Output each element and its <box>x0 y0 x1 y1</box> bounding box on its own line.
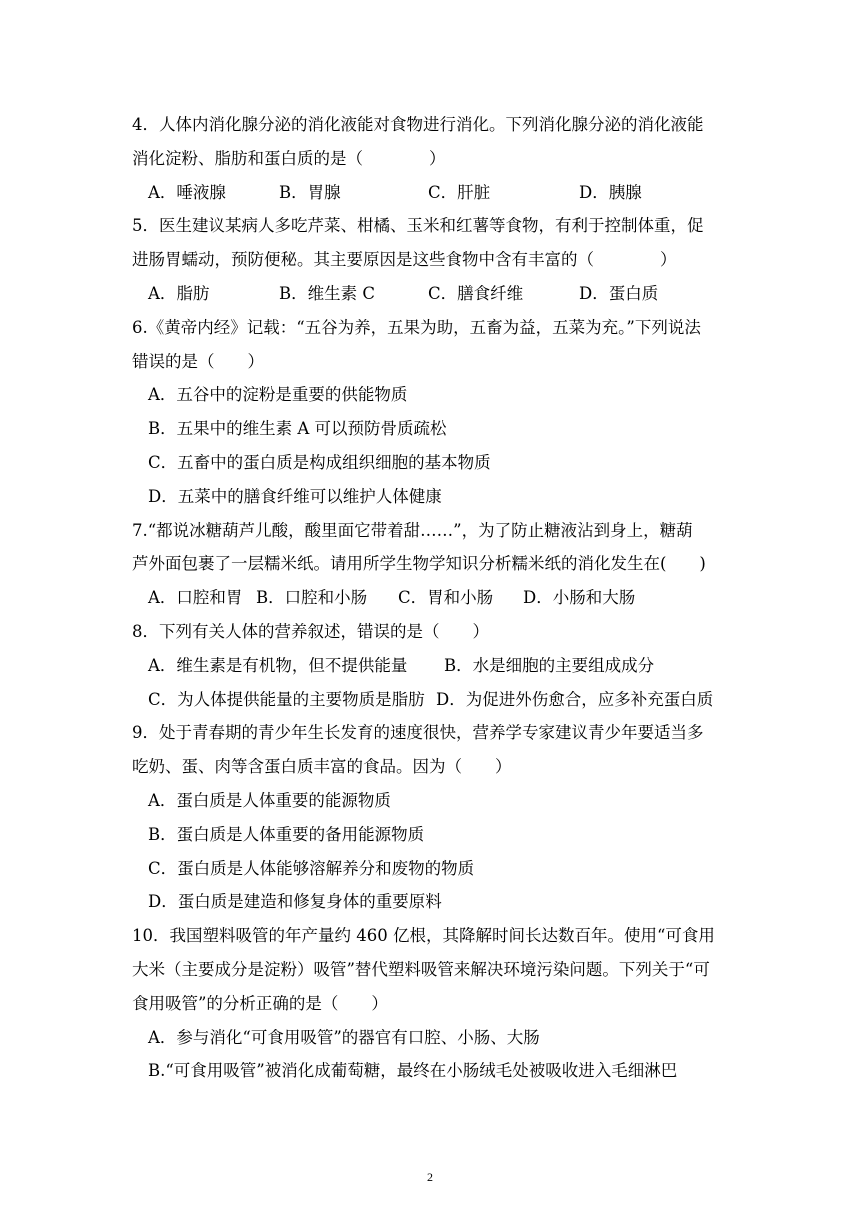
question-4-line-2: 消化淀粉、脂肪和蛋白质的是（ ） <box>132 148 446 168</box>
question-5-options <box>132 277 732 311</box>
question-7-line-2: 芦外面包裹了一层糯米纸。请用所学生物学知识分析糯米纸的消化发生在( ) <box>132 554 706 574</box>
question-9-option-d: D．蛋白质是建造和修复身体的重要原料 <box>148 892 442 912</box>
option-a: A．唾液腺 <box>148 182 226 202</box>
question-5-line-1: 5．医生建议某病人多吃芹菜、柑橘、玉米和红薯等食物，有利于控制体重，促 <box>132 216 704 236</box>
page-number: 2 <box>427 1170 433 1184</box>
question-4-options <box>132 176 732 210</box>
question-6-option-d: D．五菜中的膳食纤维可以维护人体健康 <box>148 486 442 506</box>
question-9-option-a: A．蛋白质是人体重要的能源物质 <box>148 790 391 810</box>
option-a: A．口腔和胃 <box>148 588 243 608</box>
question-6-option-a: A．五谷中的淀粉是重要的供能物质 <box>148 385 408 405</box>
question-6-line-2: 错误的是（ ） <box>132 351 264 371</box>
option-c: C．膳食纤维 <box>428 283 524 303</box>
question-8-options-row-2 <box>132 683 732 717</box>
question-9-option-b: B．蛋白质是人体重要的备用能源物质 <box>148 824 425 844</box>
question-6-line-1: 6.《黄帝内经》记载：“五谷为养，五果为助，五畜为益，五菜为充。”下列说法 <box>132 317 701 337</box>
option-b: B．胃腺 <box>279 182 341 202</box>
option-d: D．蛋白质 <box>579 283 659 303</box>
option-c: C．胃和小肠 <box>398 588 494 608</box>
question-7-options <box>132 581 732 615</box>
question-6-option-b: B．五果中的维生素 A 可以预防骨质疏松 <box>148 419 447 439</box>
option-c: C．肝脏 <box>428 182 491 202</box>
question-6-option-c: C．五畜中的蛋白质是构成组织细胞的基本物质 <box>148 452 491 472</box>
question-list <box>132 108 732 1088</box>
question-9-line-1: 9．处于青春期的青少年生长发育的速度很快，营养学专家建议青少年要适当多 <box>132 723 704 743</box>
option-d: D．小肠和大肠 <box>523 588 636 608</box>
question-7-line-1: 7.“都说冰糖葫芦儿酸，酸里面它带着甜……”，为了防止糖液沾到身上，糖葫 <box>132 520 693 540</box>
option-b: B．维生素 C <box>279 283 375 303</box>
option-d: D．为促进外伤愈合，应多补充蛋白质 <box>436 689 714 709</box>
question-10-line-2: 大米（主要成分是淀粉）吸管”替代塑料吸管来解决环境污染问题。下列关于“可 <box>132 959 710 979</box>
question-8-options-row-1 <box>132 649 732 683</box>
question-9-option-c: C．蛋白质是人体能够溶解养分和废物的物质 <box>148 858 475 878</box>
option-a: A．维生素是有机物，但不提供能量 <box>148 655 408 675</box>
option-b: B．水是细胞的主要组成成分 <box>444 655 655 675</box>
question-10-line-1: 10．我国塑料吸管的年产量约 460 亿根，其降解时间长达数百年。使用“可食用 <box>132 926 715 946</box>
option-a: A．脂肪 <box>148 283 210 303</box>
question-5-line-2: 进肠胃蠕动，预防便秘。其主要原因是这些食物中含有丰富的（ ） <box>132 250 677 270</box>
question-4-line-1: 4．人体内消化腺分泌的消化液能对食物进行消化。下列消化腺分泌的消化液能 <box>132 115 704 134</box>
question-8-line-1: 8．下列有关人体的营养叙述，错误的是（ ） <box>132 621 489 641</box>
option-b: B．口腔和小肠 <box>256 588 368 608</box>
option-c: C．为人体提供能量的主要物质是脂肪 <box>148 689 425 709</box>
option-d: D．胰腺 <box>579 182 642 202</box>
question-10-option-a: A．参与消化“可食用吸管”的器官有口腔、小肠、大肠 <box>148 1027 540 1047</box>
question-9-line-2: 吃奶、蛋、肉等含蛋白质丰富的食品。因为（ ） <box>132 757 512 777</box>
question-10-option-b: B.“可食用吸管”被消化成葡萄糖，最终在小肠绒毛处被吸收进入毛细淋巴 <box>148 1061 678 1081</box>
question-10-line-3: 食用吸管”的分析正确的是（ ） <box>132 993 388 1013</box>
